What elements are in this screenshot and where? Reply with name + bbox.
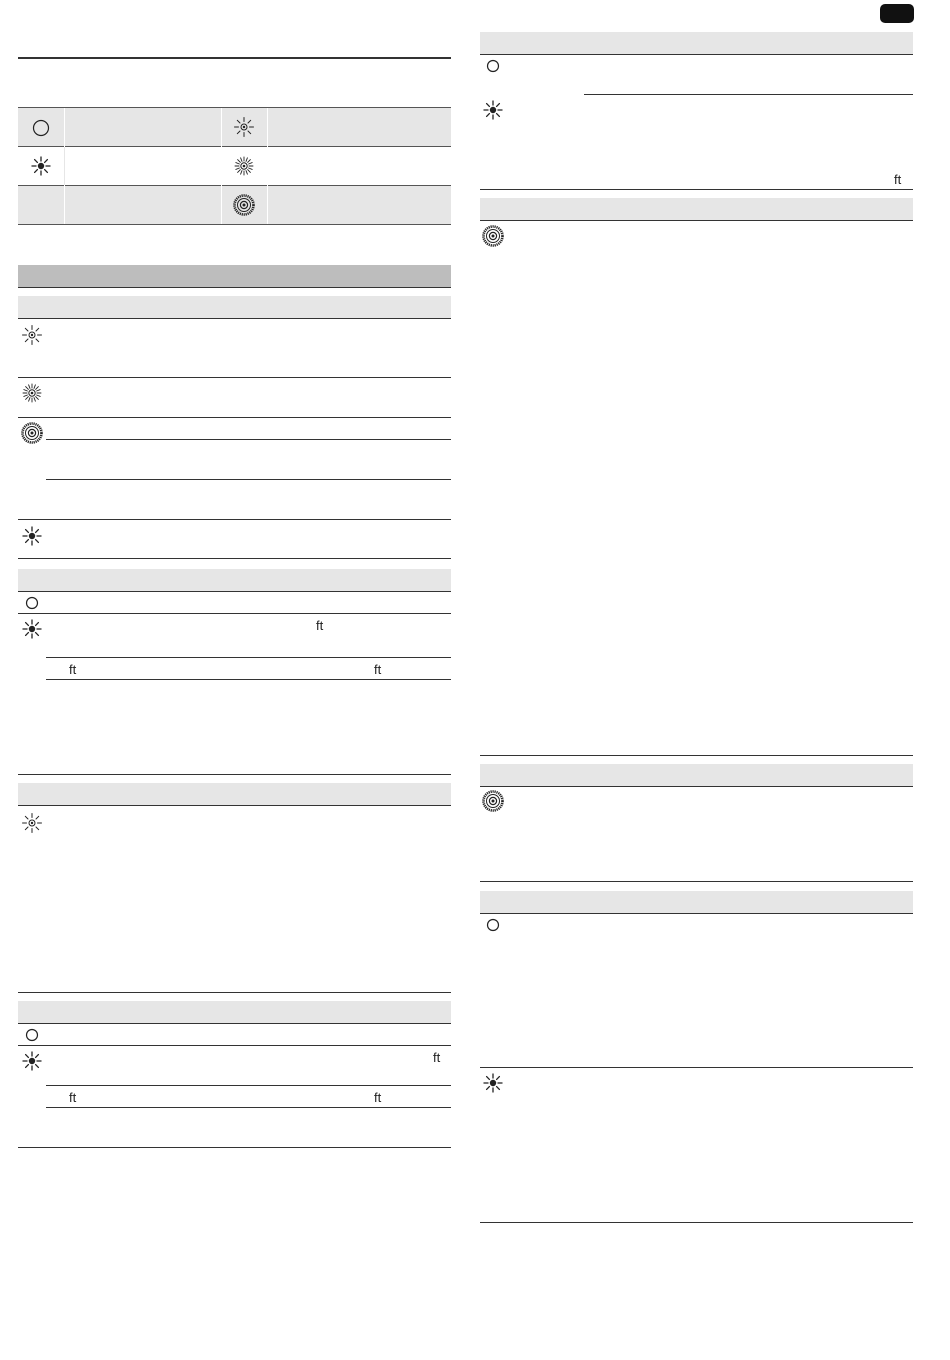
flash-dense-icon <box>21 382 43 404</box>
sun-burst-icon <box>21 525 43 547</box>
sun-burst-icon <box>482 99 504 121</box>
flash-dot-icon <box>21 812 43 834</box>
section-g-header <box>480 764 913 786</box>
radial-dot-icon <box>482 225 504 247</box>
title-rule <box>18 57 451 59</box>
circle-outline-icon <box>30 117 52 139</box>
radial-dot-icon <box>482 790 504 812</box>
section-a-subheader <box>18 296 451 318</box>
circle-outline-icon <box>21 1024 43 1046</box>
unit-label: ft <box>433 1050 441 1065</box>
unit-label: ft <box>374 662 382 677</box>
unit-label: ft <box>316 618 324 633</box>
sun-burst-icon <box>21 618 43 640</box>
section-h-header <box>480 891 913 913</box>
sun-burst-icon <box>30 155 52 177</box>
section-b-header <box>18 569 451 591</box>
circle-outline-icon <box>21 592 43 614</box>
circle-outline-icon <box>482 914 504 936</box>
flash-dot-icon <box>21 324 43 346</box>
section-a-header <box>18 265 451 287</box>
language-tab <box>880 4 914 23</box>
sun-burst-icon <box>482 1072 504 1094</box>
flash-dense-icon <box>233 155 255 177</box>
radial-dot-icon <box>21 422 43 444</box>
unit-label: ft <box>374 1090 382 1105</box>
section-f-header <box>480 198 913 220</box>
section-d-header <box>18 1001 451 1023</box>
unit-label: ft <box>894 172 902 187</box>
circle-outline-icon <box>482 55 504 77</box>
flash-dot-icon <box>233 116 255 138</box>
unit-label: ft <box>69 662 77 677</box>
section-e-header <box>480 32 913 54</box>
sun-burst-icon <box>21 1050 43 1072</box>
unit-label: ft <box>69 1090 77 1105</box>
section-c-header <box>18 783 451 805</box>
radial-dot-icon <box>233 194 255 216</box>
